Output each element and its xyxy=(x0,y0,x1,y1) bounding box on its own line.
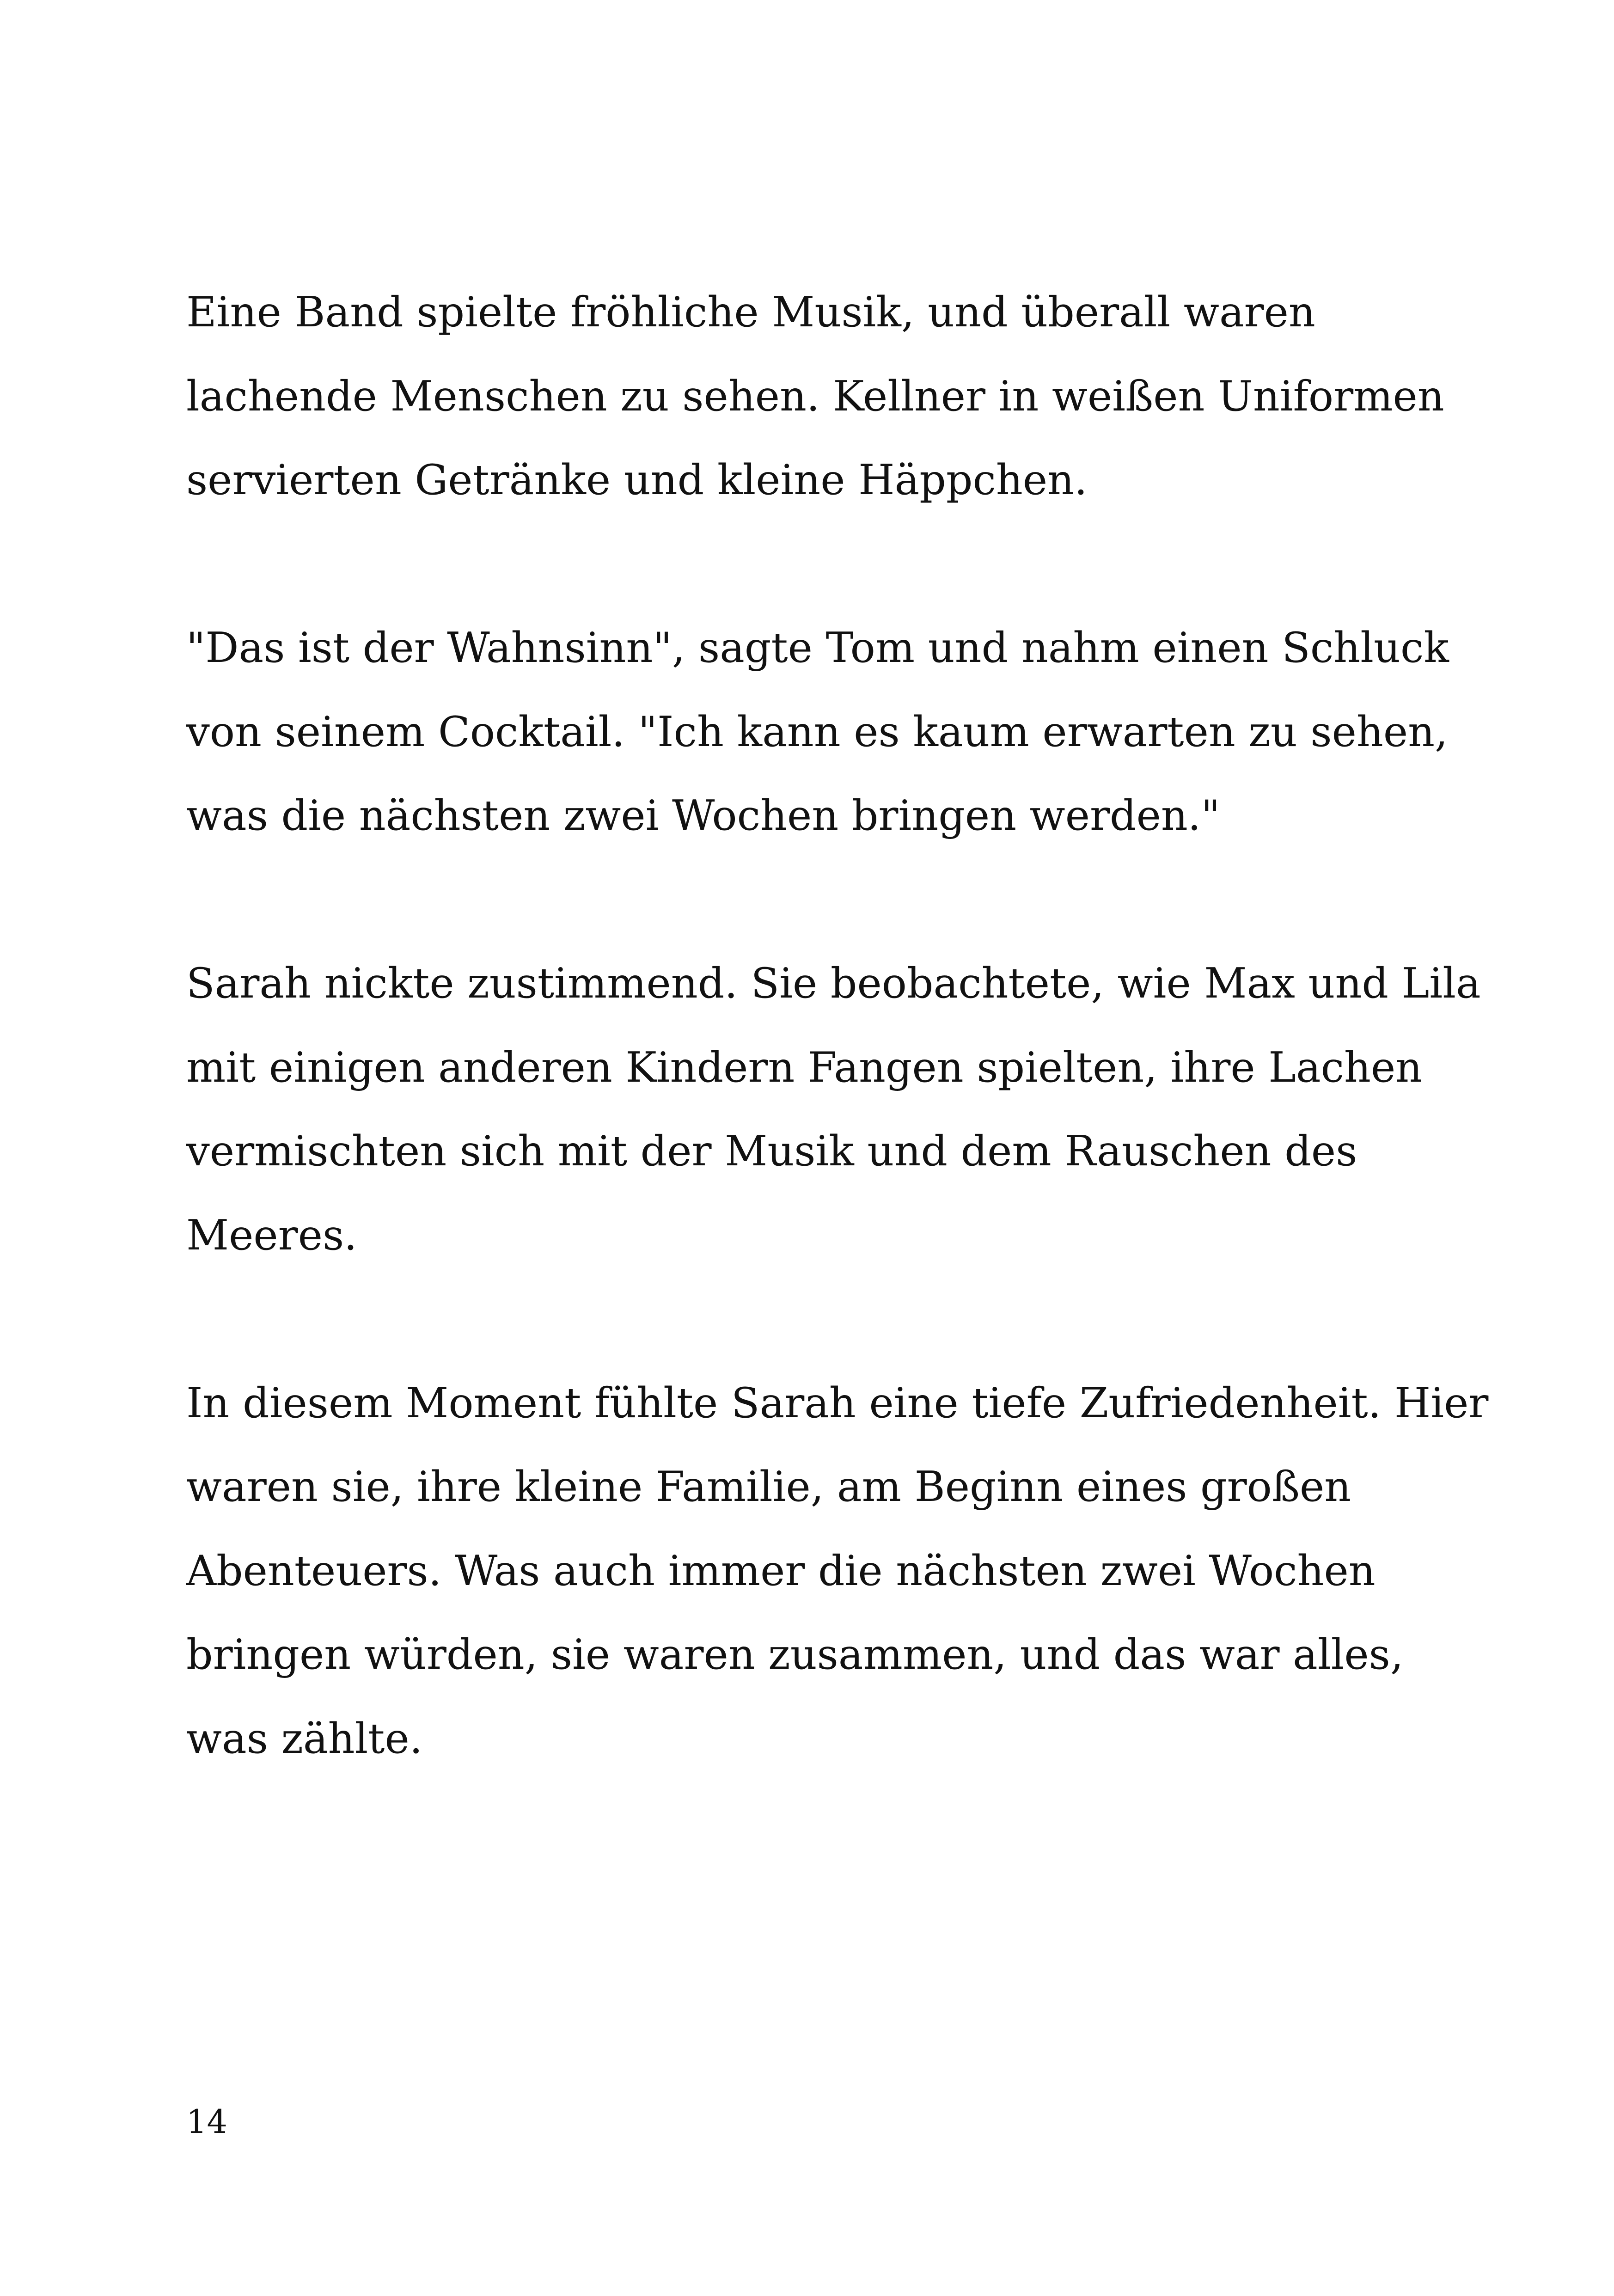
paragraph-3 xyxy=(186,942,1481,1277)
text-line: "Das ist der Wahnsinn", sagte Tom und nahm einen Schluck xyxy=(186,624,1449,672)
text-line: was zählte. xyxy=(186,1714,423,1763)
text-line: bringen würden, sie waren zusammen, und das war alles, xyxy=(186,1630,1404,1679)
text-line: lachende Menschen zu sehen. Kellner in weißen Uniformen xyxy=(186,372,1444,421)
text-line: servierten Getränke und kleine Häppchen. xyxy=(186,456,1088,504)
paragraph-4 xyxy=(186,1361,1489,1781)
text-line: vermischten sich mit der Musik und dem Rauschen des xyxy=(186,1127,1357,1176)
text-line: mit einigen anderen Kindern Fangen spielten, ihre Lachen xyxy=(186,1043,1423,1092)
text-line: von seinem Cocktail. "Ich kann es kaum erwarten zu sehen, xyxy=(186,707,1448,756)
text-line: Meeres. xyxy=(186,1211,357,1260)
text-line: was die nächsten zwei Wochen bringen werden." xyxy=(186,791,1220,840)
page-number: 14 xyxy=(186,2103,228,2141)
text-line: Sarah nickte zustimmend. Sie beobachtete, wie Max und Lila xyxy=(186,959,1481,1008)
text-line: Abenteuers. Was auch immer die nächsten zwei Wochen xyxy=(186,1546,1376,1595)
body-text xyxy=(186,270,1489,1865)
text-line: Eine Band spielte fröhliche Musik, und überall waren xyxy=(186,288,1315,337)
text-line: waren sie, ihre kleine Familie, am Beginn eines großen xyxy=(186,1463,1351,1511)
paragraph-2 xyxy=(186,606,1457,858)
paragraph-1 xyxy=(186,270,1457,522)
text-line: In diesem Moment fühlte Sarah eine tiefe Zufriedenheit. Hier xyxy=(186,1378,1489,1427)
